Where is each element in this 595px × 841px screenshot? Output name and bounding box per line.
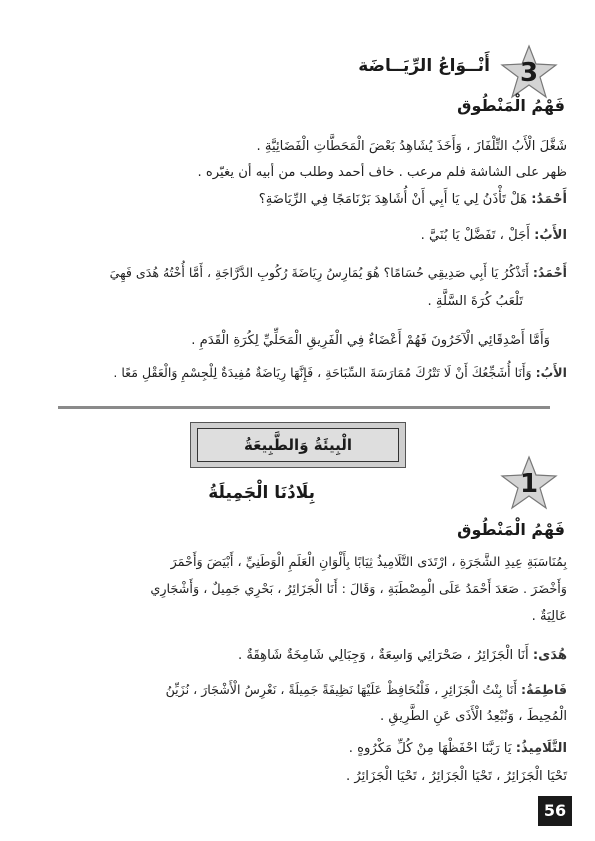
- paragraph-line: بِمُنَاسَبَةِ عِيدِ الشَّجَرَةِ ، ارْتَدَى التَّلَامِيذُ ثِيَابًا بِأَلْوَانِ الْعَلَمِ الْوَطَنِيِّ ، أَبْيَضَ وَأَحْمَرَ: [170, 555, 567, 570]
- lesson-title: بِلَادُنَا الْجَمِيلَةُ: [208, 483, 315, 503]
- dialogue-text: وَأَنَا أُشَجِّعُكَ أَنْ لَا تَتْرُكَ مُمَارَسَةَ السِّبَاحَةِ ، فَإِنَّهَا رِيَاضَةٌ مُفِيدَةٌ لِلْجِسْمِ وَالْعَقْلِ مَعًا .: [113, 365, 536, 380]
- page-number: 56: [538, 796, 572, 826]
- dialogue-text: هَلْ تَأْذَنُ لِي يَا أَبِي أَنْ أُشَاهِدَ بَرْنَامَجًا فِي الرِّيَاضَةِ؟: [258, 192, 532, 207]
- paragraph-line: الْمُحِيطَ ، وَنُبْعِدُ الْأَذَى عَنِ الطَّرِيقِ .: [380, 709, 567, 724]
- speaker-name: الأَبُ:: [534, 228, 567, 243]
- speaker-name: أَحْمَدُ:: [532, 265, 567, 280]
- dialogue-text: يَا رَبَّنَا احْفَظْهَا مِنْ كُلِّ مَكْرُوهٍ .: [348, 741, 516, 756]
- paragraph-line: وَأَمَّا أَصْدِقَائِي الْآخَرُونَ فَهُمْ أَعْضَاءٌ فِي الْفَرِيقِ الْمَحَلِّيِّ لِكُرَةِ الْقَدَمِ .: [191, 333, 550, 348]
- dialogue-line: [35, 189, 567, 211]
- paragraph-line: شَغَّلَ الْأَبُ التِّلْفَازَ ، وَأَخَذَ يُشَاهِدُ بَعْضَ الْمَحَطَّاتِ الْفَضَائِيَّةِ .: [256, 139, 567, 154]
- unit-title: الْبِيئَةُ وَالطَّبِيعَةُ: [244, 436, 352, 454]
- paragraph-line: تَلْعَبُ كُرَةَ السَّلَّةِ .: [427, 294, 523, 309]
- paragraph-line: وَأَخْضَرَ . صَعَدَ أَحْمَدُ عَلَى الْمِصْطَبَةِ ، وَقَالَ : أَنَا الْجَزَائِرُ ، بَحْرِي جَمِيلٌ ، وَأَشْجَارِي: [150, 582, 567, 597]
- lesson-number: 1: [519, 469, 539, 499]
- speaker-name: الأَبُ:: [535, 365, 567, 380]
- dialogue-line: [35, 262, 567, 284]
- dialogue-text: أَتَذْكُرُ يَا أَبِي صَدِيقِي حُسَامًا؟ هُوَ يُمَارِسُ رِيَاضَةَ رُكُوبِ الدَّرَّاجَةِ ، أَمَّا أُخْتُهُ هُدَى فَهِيَ: [109, 265, 533, 280]
- dialogue-line: [35, 738, 567, 760]
- dialogue-text: أَجَلْ ، تَفَضَّلْ يَا بُنَيَّ .: [420, 228, 535, 243]
- speaker-name: أَحْمَدُ:: [531, 192, 567, 207]
- paragraph-line: تَحْيَا الْجَزَائِرُ ، تَحْيَا الْجَزَائِرُ ، تَحْيَا الْجَزَائِرُ .: [345, 769, 567, 784]
- paragraph-line: ظهر على الشاشة فلم مرعب . خاف أحمد وطلب من أبيه أن يغيّره .: [197, 165, 567, 180]
- section-heading: فَهْمُ الْمَنْطُوق: [457, 96, 565, 115]
- dialogue-line: [35, 362, 567, 384]
- lesson-number: 3: [519, 58, 539, 88]
- dialogue-line: [35, 645, 567, 667]
- speaker-name: هُدَى:: [532, 648, 567, 663]
- section-divider: [58, 406, 550, 409]
- lesson-number-star: [500, 455, 558, 513]
- dialogue-line: [35, 679, 567, 701]
- unit-banner: [190, 422, 406, 468]
- section-heading: فَهْمُ الْمَنْطُوق: [457, 520, 565, 539]
- lesson-number-star: [500, 44, 558, 102]
- speaker-name: فَاطِمَةُ:: [521, 682, 567, 697]
- speaker-name: التَّلَامِيذُ:: [515, 741, 567, 756]
- paragraph-line: عَالِيَةٌ .: [531, 609, 567, 624]
- lesson-title: أَنْــوَاعُ الرِّيَــاضَة: [358, 56, 490, 76]
- dialogue-text: أَنَا بِنْتُ الْجَزَائِرِ ، فَلْنُحَافِظْ عَلَيْهَا نَظِيفَةً جَمِيلَةً ، نَغْرِسُ الْأَشْجَارَ ، نُزَيِّنُ: [165, 682, 522, 697]
- dialogue-line: [35, 225, 567, 247]
- dialogue-text: أَنَا الْجَزَائِرُ ، صَحْرَائِي وَاسِعَةٌ ، وَجِبَالِي شَامِخَةٌ شَاهِقَةٌ .: [237, 648, 533, 663]
